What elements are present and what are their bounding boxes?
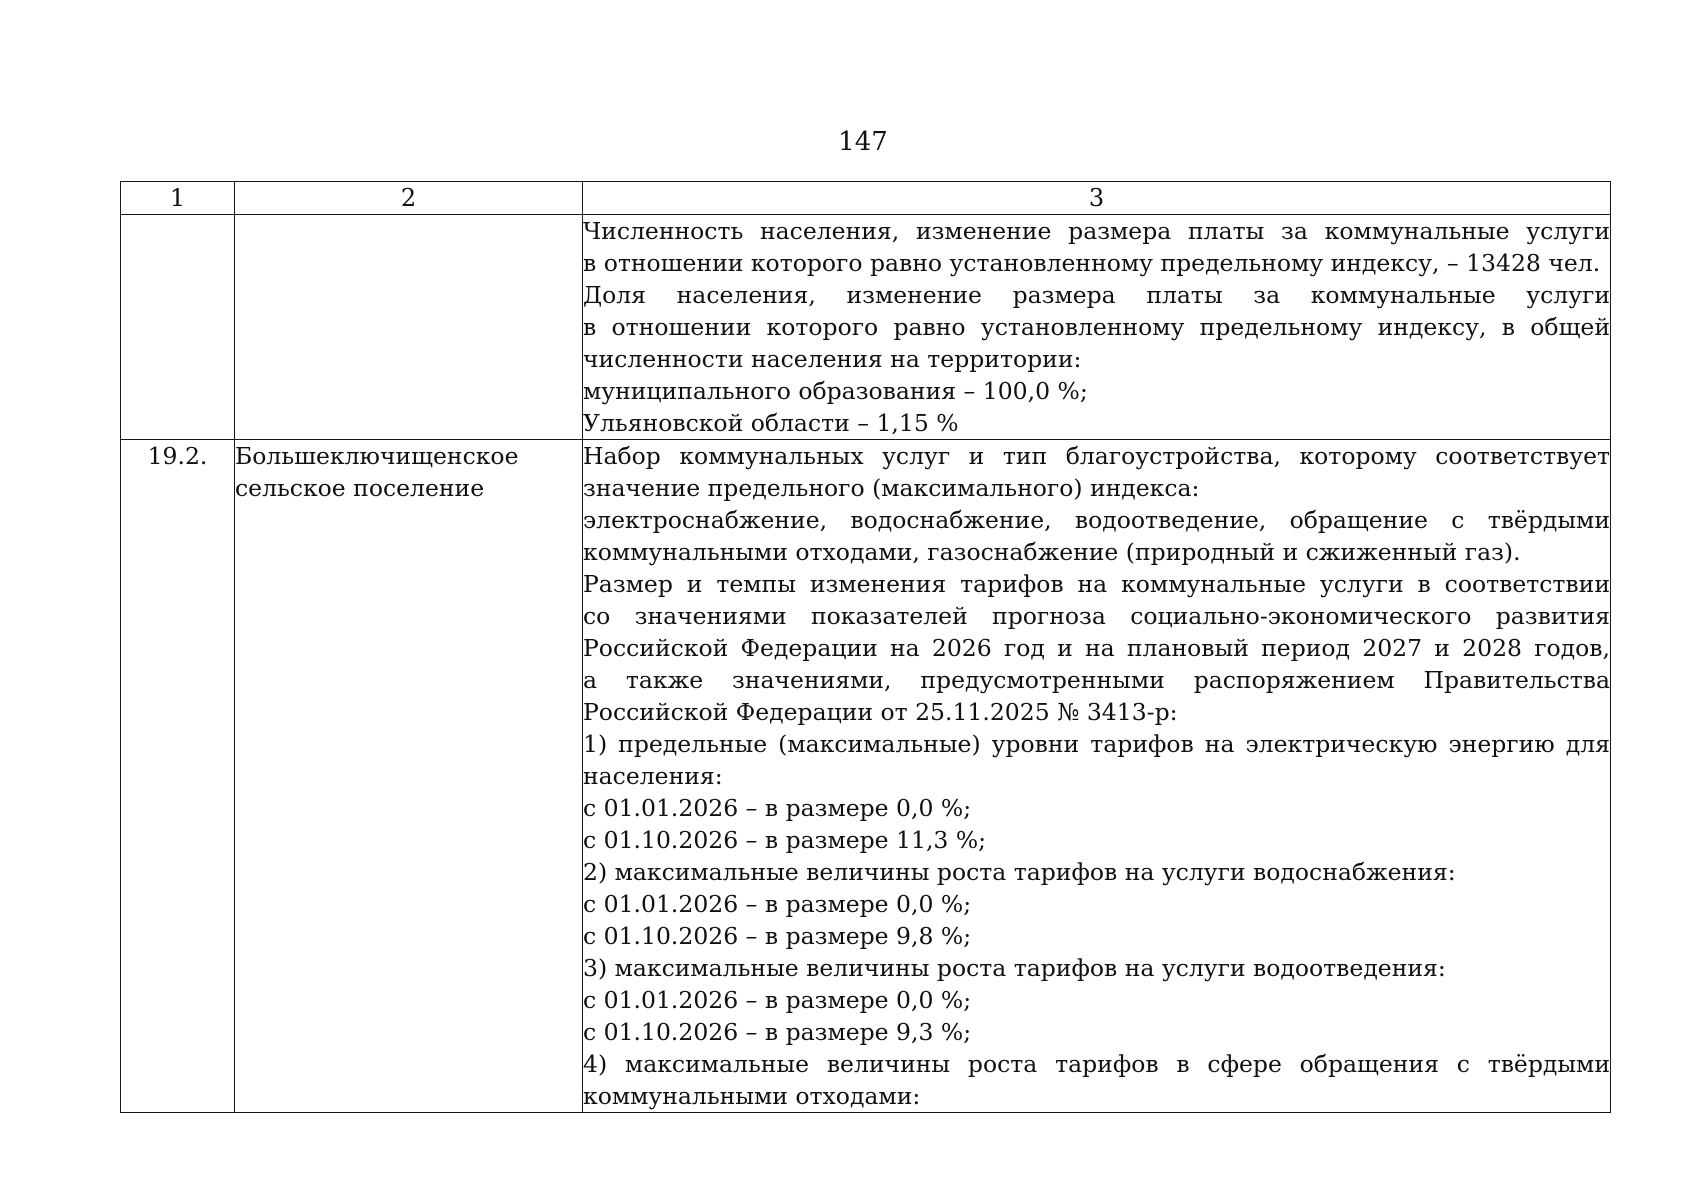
table-row	[121, 215, 1611, 440]
text-line: 2) максимальные величины роста тарифов на услуги водоснабжения:	[583, 858, 1456, 886]
table-header-row	[121, 182, 1611, 215]
text-line: в отношении которого равно установленному предельному индексу, – 13428 чел.	[583, 249, 1601, 277]
row-number-cell	[121, 215, 235, 440]
text-line: с 01.01.2026 – в размере 0,0 %;	[583, 986, 972, 1014]
indicator-text-cell	[583, 440, 1611, 1113]
text-line: с 01.01.2026 – в размере 0,0 %;	[583, 890, 972, 918]
text-line: 4) максимальные величины роста тарифов в сфере обращения с твёрдыми	[583, 1050, 1610, 1078]
settlement-name-cell	[235, 215, 583, 440]
column-header-3: 3	[583, 182, 1611, 215]
column-header-2: 2	[235, 182, 583, 215]
text-line: коммунальными отходами:	[583, 1082, 921, 1110]
table-row	[121, 440, 1611, 1113]
text-line: с 01.10.2026 – в размере 9,3 %;	[583, 1018, 972, 1046]
column-header-1: 1	[121, 182, 235, 215]
text-line: электроснабжение, водоснабжение, водоотведение, обращение с твёрдыми	[583, 506, 1610, 534]
text-line: Численность населения, изменение размера платы за коммунальные услуги	[583, 217, 1610, 245]
text-line: Ульяновской области – 1,15 %	[583, 409, 959, 437]
text-line: с 01.10.2026 – в размере 9,8 %;	[583, 922, 972, 950]
text-line: населения:	[583, 762, 723, 790]
text-line: Размер и темпы изменения тарифов на коммунальные услуги в соответствии	[583, 570, 1610, 598]
row-number-cell: 19.2.	[121, 440, 235, 1113]
text-line: 1) предельные (максимальные) уровни тарифов на электрическую энергию для	[583, 730, 1610, 758]
text-line: Набор коммунальных услуг и тип благоустройства, которому соответствует	[583, 442, 1610, 470]
text-line: численности населения на территории:	[583, 345, 1082, 373]
text-line: в отношении которого равно установленному предельному индексу, в общей	[583, 313, 1610, 341]
text-line: Доля населения, изменение размера платы за коммунальные услуги	[583, 281, 1610, 309]
page-number: 147	[838, 127, 888, 157]
text-line: муниципального образования – 100,0 %;	[583, 377, 1088, 405]
text-line: а также значениями, предусмотренными распоряжением Правительства	[583, 666, 1610, 694]
settlement-name-line: сельское поселение	[235, 474, 485, 502]
text-line: со значениями показателей прогноза социально-экономического развития	[583, 602, 1610, 630]
text-line: коммунальными отходами, газоснабжение (природный и сжиженный газ).	[583, 538, 1521, 566]
settlement-name-cell	[235, 440, 583, 1113]
text-line: значение предельного (максимального) индекса:	[583, 474, 1200, 502]
indicator-text-cell	[583, 215, 1611, 440]
text-line: с 01.01.2026 – в размере 0,0 %;	[583, 794, 972, 822]
text-line: с 01.10.2026 – в размере 11,3 %;	[583, 826, 987, 854]
text-line: Российской Федерации на 2026 год и на плановый период 2027 и 2028 годов,	[583, 634, 1610, 662]
tariff-table	[120, 181, 1611, 1113]
settlement-name-line: Большеключищенское	[235, 442, 519, 470]
text-line: 3) максимальные величины роста тарифов на услуги водоотведения:	[583, 954, 1446, 982]
text-line: Российской Федерации от 25.11.2025 № 3413-р:	[583, 698, 1178, 726]
